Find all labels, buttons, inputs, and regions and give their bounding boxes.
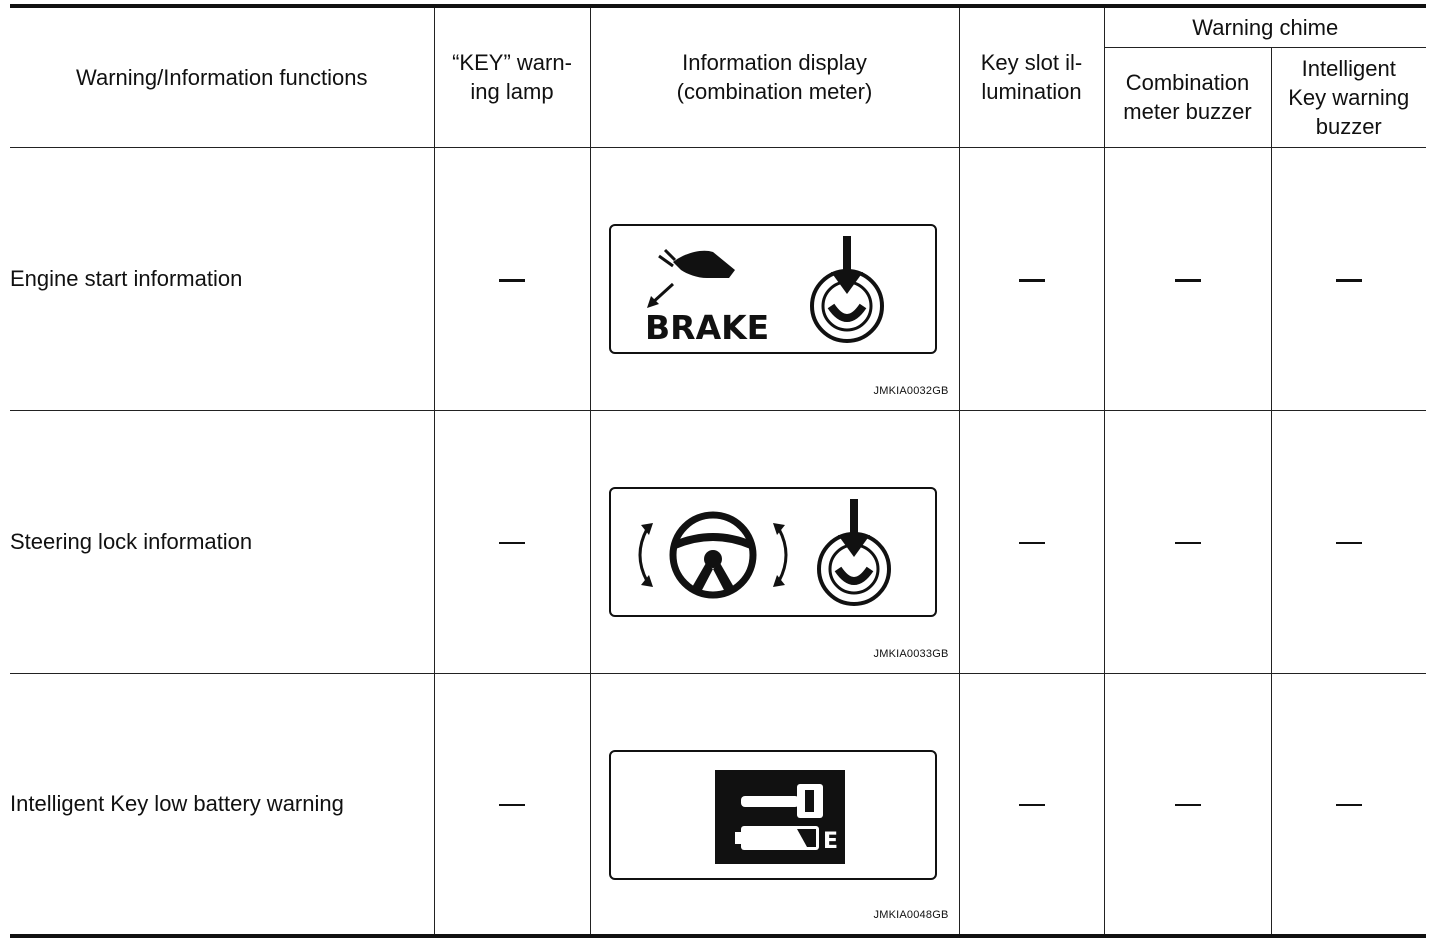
key-slot-cell [959, 410, 1104, 673]
header-functions-label: Warning/Information functions [76, 64, 368, 90]
battery-letter: E [822, 828, 838, 854]
function-cell [10, 673, 434, 936]
low-battery-icon [735, 826, 819, 850]
function-cell [10, 410, 434, 673]
header-info-display [590, 6, 959, 147]
display-cell [590, 673, 959, 936]
combination-buzzer-cell [1104, 147, 1271, 410]
key-slot-cell [959, 673, 1104, 936]
dash-mark [499, 804, 525, 806]
header-key-slot-label: Key slot il- lumination [980, 50, 1083, 105]
header-key-lamp-label: “KEY” warn- ing lamp [452, 50, 572, 105]
table-row [10, 147, 1426, 410]
header-info-display-label: Information display (combination meter) [676, 50, 873, 105]
header-key-lamp [434, 6, 590, 147]
header-intelligent-buzzer [1271, 47, 1426, 147]
figure-code: JMKIA0033GB [873, 647, 949, 660]
key-lamp-cell [434, 147, 590, 410]
display-panel [609, 487, 937, 617]
dash-mark [1336, 542, 1362, 544]
key-lamp-cell [434, 673, 590, 936]
display-panel [609, 750, 937, 880]
table-row [10, 673, 1426, 936]
dash-mark [1175, 279, 1201, 282]
push-button-icon [812, 236, 882, 341]
dash-mark [1019, 804, 1045, 806]
function-label: Intelligent Key low battery warning [10, 791, 344, 817]
function-cell [10, 147, 434, 410]
display-cell [590, 410, 959, 673]
engine-start-display [611, 226, 934, 351]
dash-mark [499, 542, 525, 544]
steering-wheel-icon [640, 515, 786, 595]
dash-mark [1336, 804, 1362, 806]
warning-function-table [10, 4, 1426, 938]
header-functions [10, 6, 434, 147]
intelligent-buzzer-cell [1271, 147, 1426, 410]
function-label: Engine start information [10, 266, 243, 291]
intelligent-buzzer-cell [1271, 673, 1426, 936]
intelligent-buzzer-cell [1271, 410, 1426, 673]
table-row [10, 410, 1426, 673]
dash-mark [1175, 542, 1201, 544]
dash-mark [1336, 279, 1362, 282]
display-cell [590, 147, 959, 410]
key-lamp-cell [434, 410, 590, 673]
figure-code: JMKIA0048GB [873, 909, 949, 921]
header-combination-buzzer-label: Combination meter buzzer [1123, 70, 1252, 124]
dash-mark [1019, 542, 1045, 544]
low-battery-display [611, 752, 934, 877]
key-slot-cell [959, 147, 1104, 410]
dash-mark [1019, 279, 1045, 282]
push-button-icon [819, 499, 889, 604]
header-key-slot [959, 6, 1104, 147]
dash-mark [1175, 804, 1201, 806]
combination-buzzer-cell [1104, 673, 1271, 936]
combination-buzzer-cell [1104, 410, 1271, 673]
steering-lock-display [611, 489, 934, 614]
display-brake-text: BRAKE [644, 307, 769, 347]
dash-mark [499, 279, 525, 282]
display-panel [609, 224, 937, 354]
figure-code: JMKIA0032GB [873, 384, 949, 397]
header-warning-chime-label: Warning chime [1192, 14, 1339, 40]
header-combination-buzzer [1104, 47, 1271, 147]
brake-pedal-icon [647, 250, 735, 308]
header-warning-chime [1104, 6, 1426, 47]
function-label: Steering lock information [10, 529, 253, 554]
warning-function-table-frame [10, 4, 1426, 942]
header-intelligent-buzzer-label: Intelligent Key warning buzzer [1288, 55, 1410, 139]
